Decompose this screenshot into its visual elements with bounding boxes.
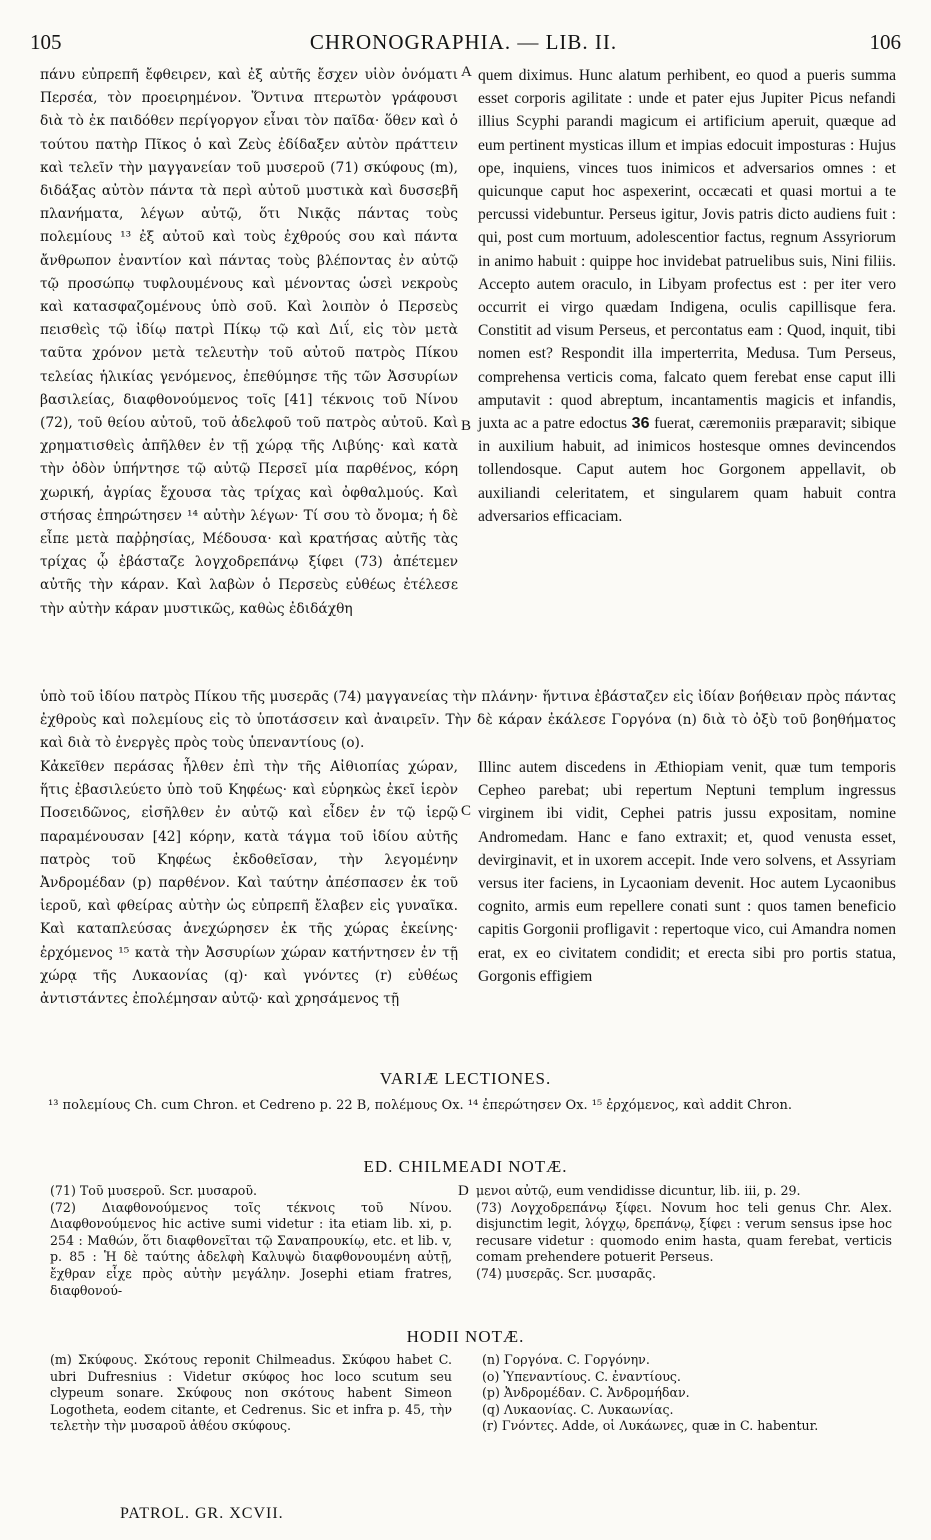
latin-text-top-end: fuerat, cæremoniis præparavit; sibique in auxilium habuit, ad inimicos hostesque omnes devincendos tollendosque. Caput autem hoc Gorgonem appellavit, ob auxiliandi celeritatem, et singularem quam habuit contra adversarios efficaciam.	[478, 415, 897, 525]
column-number-marker: 36	[631, 415, 650, 433]
margin-letter-a: A	[461, 64, 472, 80]
hodii-notes-right	[482, 1352, 892, 1435]
chilmead-notes-left	[50, 1183, 452, 1299]
chilmead-notes-right	[476, 1183, 892, 1283]
hodii-notes-left	[50, 1352, 452, 1435]
hodii-note-q: (q) Λυκαονίας. C. Λυκαωνίας.	[482, 1401, 674, 1417]
hodii-note-r: (r) Γνόντες. Adde, οἱ Λυκάωνες, quæ in C. habentur.	[482, 1418, 819, 1434]
margin-letter-b: B	[461, 418, 472, 434]
greek-full-width: ὑπὸ τοῦ ἰδίου πατρὸς Πίκου τῆς μυσερᾶς (74) μαγγανείας τὴν πλάνην· ἥντινα ἐβάσταζεν εἰς ἰδίαν βοήθειαν πρὸς πάντας ἐχθροὺς καὶ πολεμίους εἰς τὸ ὑποτάσσειν καὶ ἀναιρεῖν. Τὴν δὲ κάραν ἐκάλεσε Γοργόνα (n) διὰ τὸ ὀξὺ τοῦ βοηθήματος καὶ διὰ τὸ ἐνεργὲς πρὸς τοὺς ὑπεναντίους (o).	[40, 689, 896, 752]
latin-text-top: quem diximus. Hunc alatum perhibent, eo quod a pueris summa esset corporis agilitate : unde et pater ejus Jupiter Picus nefandi illius Scyphi parandi magicum ei artificium aperuit, quæque ad eum pertinent mysticas illum et impias edocuit imposturas : Hujus ope, inquiens, vinces tuos inimicos et adversarios omnes : et quicunque caput hoc aspexerint, occæcati et quasi mortui a te percussi videbuntur. Perseus igitur, Jovis patris dicto audiens fuit : qui, post cum mortuum, adolescentior factus, regnum Assyriorum in animo habuit : quippe hoc invidebat patruelibus suis, Nini filiis. Accepto autem oraculo, in Libyam profectus est : per iter vero occurrit ei virgo quædam Indigena, oculis capillisque fera. Constitit ad visum Perseus, et percontatus eam : Quod, inquit, tibi nomen est? Respondit illa imperterrita, Medusa. Tum Perseus, comprehensa verticis coma, falcato quem ferebat ense caput illi amputavit : quod abreptum, incantamentis magicis et infandis, juxta ac a patre edoctus	[478, 67, 896, 433]
chilmead-heading: ED. CHILMEADI NOTÆ.	[363, 1157, 568, 1176]
chilmead-note-71: (71) Τοῦ μυσεροῦ. Scr. μυσαροῦ.	[50, 1183, 258, 1198]
hodii-note-p: (p) Ἀνδρομέδαν. C. Ἀνδρομήδαν.	[482, 1385, 690, 1401]
variae-heading: VARIÆ LECTIONES.	[379, 1069, 552, 1088]
greek-column-top: πάνυ εὐπρεπῆ ἔφθειρεν, καὶ ἐξ αὐτῆς ἔσχεν υἱὸν ὀνόματι Περσέα, τὸν προειρημένον. Ὅντινα πτερωτὸν γράφουσι διὰ τὸ ἐκ παιδόθεν περίγοργον εἶναι τὸν παῖδα· ὅθεν καὶ ὁ τούτου πατὴρ Πῖκος ὁ καὶ Ζεὺς ἐδίδαξεν αὐτὸν πράττειν καὶ τελεῖν τὴν μαγγανείαν τοῦ μυσεροῦ (71) σκύφους (m), διδάξας αὐτὸν πάντα τὰ περὶ αὐτοῦ μυστικὰ καὶ δυσσεβῆ πλανήματα, λέγων αὐτῷ, ὅτι Νικᾷς πάντας τοὺς πολεμίους ¹³ ἐξ αὐτοῦ καὶ τοὺς ἐχθρούς σου καὶ πάντα ἄνθρωπον ἐναντίον καὶ πάντας τοὺς βλέποντας ἐν αὐτῷ τῷ προσώπῳ τυφλουμένους καὶ μένοντας ὡσεὶ νεκροὺς καὶ κατασφαζομένους ὑπὸ σοῦ. Καὶ λοιπὸν ὁ Περσεὺς πεισθεὶς τῷ ἰδίῳ πατρὶ Πίκῳ τῷ καὶ Διΐ, εἰς τὸν μετὰ ταῦτα χρόνον μετὰ τελευτὴν τοῦ αὐτοῦ πατρὸς Πίκου τελείας ἡλικίας γενόμενος, ἐπεθύμησε τῆς τῶν Ἀσσυρίων βασιλείας, διαφθονούμενος τοῖς [41] τέκνοις τοῦ Νίνου (72), τοῦ θείου αὐτοῦ, τοῦ ἀδελφοῦ τοῦ πατρὸς αὐτοῦ. Καὶ χρηματισθεὶς ἀπῆλθεν ἐν τῇ χώρᾳ τῆς Λιβύης· καὶ κατὰ τὴν ὁδὸν ὑπήντησε τῷ αὐτῷ Περσεῖ μία παρθένος, κόρη χωρική, ἀγρίας ἔχουσα τὰς τρίχας καὶ ὀφθαλμούς. Καὶ στήσας ἐπηρώτησεν ¹⁴ αὐτὴν λέγων· Τί σου τὸ ὄνομα; ἡ δὲ εἶπε μετὰ παῤῥησίας, Μέδουσα· καὶ κρατήσας αὐτῆς τὰς τρίχας ᾧ ἐβάσταζε λογχοδρεπάνῳ ξίφει (73) ἀπέτεμεν αὐτῆς τὴν κάραν. Καὶ λαβὼν ὁ Περσεὺς εὐθέως ἐτέλεσε τὴν αὐτὴν κάραν μυστικῶς, καθὼς ἐδιδάχθη	[40, 67, 458, 617]
latin-column-mid: Illinc autem discedens in Æthiopiam venit, quæ tum temporis Cepheo parebat; ubi repertum Neptuni templum ingressus virginem ibi vidit, Cephei patris jussu expositam, nomine Andromedam. Hanc e fano extraxit; et, quod venusta esset, devirginavit, et in uxorem accepit. Inde vero solvens, et Assyriam versus iter faciens, in Lycaoniam devenit. Hoc autem Lycaonibus cognito, armis eum repellere conati sunt : quos tamen beneficio capitis Gorgonii profligavit : repertoque vico, cui Amandra nomen erat, ex eo civitatem condidit; et erecta sibi pro portis statua, Gorgonis effigiem	[478, 759, 896, 985]
greek-column-mid: Κἀκεῖθεν περάσας ἦλθεν ἐπὶ τὴν τῆς Αἰθιοπίας χώραν, ἥτις ἐβασιλεύετο ὑπὸ τοῦ Κηφέως· καὶ εὑρηκὼς ἐκεῖ ἱερὸν Ποσειδῶνος, εἰσῆλθεν ἐν αὐτῷ καὶ εἶδεν ἐν τῷ ἱερῷ παραμένουσαν [42] κόρην, κατὰ τάγμα τοῦ ἰδίου αὐτῆς πατρὸς τοῦ Κηφέως ἐκδοθεῖσαν, τὴν λεγομένην Ἀνδρομέδαν (p) παρθένον. Καὶ ταύτην ἀπέσπασεν ἐκ τοῦ ἱεροῦ, καὶ φθείρας αὐτὴν ὡς εὐπρεπῆ ἔλαβεν εἰς γυναῖκα. Καὶ καταπλεύσας ἀνεχώρησεν ἐκ τῆς χώρας ἐκείνης· ἐρχόμενος ¹⁵ κατὰ τὴν Ἀσσυρίων χώραν κατήντησεν ἐν τῇ χώρᾳ τῆς Λυκαονίας (q)· καὶ γνόντες (r) εὐθέως ἀντιστάντες ἐπολέμησαν αὐτῷ· καὶ χρησάμενος τῇ	[40, 759, 458, 1008]
hodii-note-o: (o) Ὑπεναντίους. C. ἐναντίους.	[482, 1368, 681, 1384]
chilmead-note-73: (73) Λογχοδρεπάνῳ ξίφει. Novum hoc teli genus Chr. Alex. disjunctim legit, λόγχῳ, δρεπάνῳ, ξίφει : verum sensus ipse hoc recusare videtur : quomodo enim hasta, quam ferebat, verticis comam prehendere potuerit Perseus.	[476, 1199, 892, 1265]
variae-text: ¹³ πολεμίους Ch. cum Chron. et Cedreno p. 22 B, πολέμους Ox. ¹⁴ ἐπερώτησεν Ox. ¹⁵ ἐρχόμενος, καὶ addit Chron.	[48, 1098, 792, 1113]
latin-column-top	[478, 64, 896, 528]
page-number-left: 105	[30, 30, 62, 54]
running-head	[26, 30, 901, 60]
running-title: CHRONOGRAPHIA. — LIB. II.	[309, 30, 618, 54]
chilmead-note-72-cont: μενοι αὐτῷ, eum vendidisse dicuntur, lib. iii, p. 29.	[476, 1183, 801, 1198]
chilmead-note-74: (74) μυσερᾶς. Scr. μυσαρᾶς.	[476, 1265, 657, 1281]
page-number-right: 106	[869, 30, 901, 54]
hodii-note-m: (m) Σκύφους. Σκότους reponit Chilmeadus. Σκύφου habet C. ubri Dufresnius : Videtur σκύφος hoc loco scutum seu clypeum sonare. Σκύφους non σκότους habent Simeon Logotheta, eodem citante, et Cedrenus. Sic et infra p. 45, τὴν τελετὴν τὴν μυσαροῦ ἀθέου σκύφους.	[50, 1352, 452, 1434]
hodii-note-n: (n) Γοργόνα. C. Γοργόνην.	[482, 1352, 650, 1367]
footer-signature: PATROL. GR. XCVII.	[120, 1505, 284, 1522]
hodii-heading: HODII NOTÆ.	[406, 1327, 525, 1346]
margin-letter-d: D	[458, 1183, 469, 1199]
chilmead-note-72: (72) Διαφθονούμενος τοῖς τέκνοις τοῦ Νίνου. Διαφθονούμενος hic active sumi videtur : ita etiam lib. xi, p. 254 : Μαθών, ὅτι διαφθονεῖται τῷ Σαναπρουκίῳ, etc. et lib. v, p. 85 : Ἡ δὲ ταύτης ἀδελφὴ Καλυψὼ διαφθονουμένη αὐτῇ, ἔχθραν εἶχε πρὸς αὐτὴν μεγάλην. Josephi etiam fratres, διαφθονού-	[50, 1199, 452, 1298]
margin-letter-c: C	[461, 803, 472, 819]
